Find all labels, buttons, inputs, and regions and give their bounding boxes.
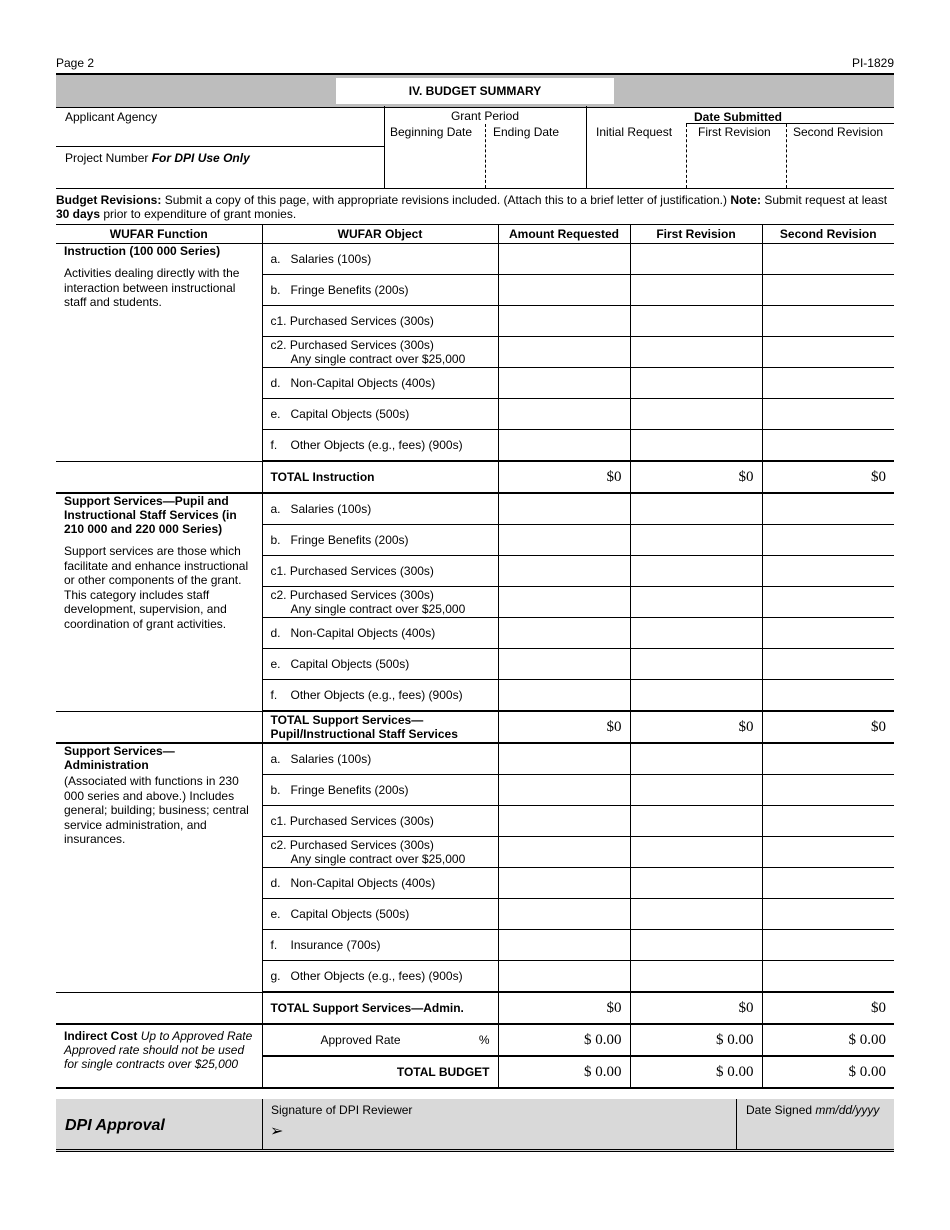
rev1-cell[interactable]	[630, 556, 762, 587]
rev1-cell[interactable]	[630, 244, 762, 275]
item-letter: b.	[270, 783, 281, 797]
col-header-first-revision: First Revision	[630, 225, 762, 244]
amount-cell[interactable]	[498, 806, 630, 837]
rev2-cell[interactable]	[762, 337, 894, 368]
table-row	[56, 493, 894, 525]
object-noncapital	[262, 618, 498, 649]
note-label: Note:	[730, 193, 761, 207]
indirect-rev2: $ 0.00	[762, 1024, 894, 1056]
rev1-cell[interactable]	[630, 837, 762, 868]
indirect-cost-row	[56, 1024, 894, 1056]
total-instruction-row	[56, 461, 894, 493]
object-fringe	[262, 775, 498, 806]
amount-cell[interactable]	[498, 556, 630, 587]
indirect-amount: $ 0.00	[498, 1024, 630, 1056]
function-instruction	[56, 244, 262, 462]
object-purchased-c2	[262, 837, 498, 868]
second-revision-label: Second Revision	[793, 125, 884, 139]
rev2-cell[interactable]	[762, 930, 894, 961]
item-label: Capital Objects (500s)	[290, 657, 410, 671]
function-blank	[56, 992, 262, 1024]
date-submitted-label: Date Submitted	[693, 110, 782, 124]
total-label-line1: TOTAL Support Services—	[270, 713, 424, 727]
item-label: c2. Purchased Services (300s)	[270, 838, 434, 852]
total-amount: $0	[498, 992, 630, 1024]
function-support-admin	[56, 743, 262, 992]
rev2-cell[interactable]	[762, 649, 894, 680]
admin-title: Support Services—Administration	[64, 744, 175, 772]
budget-table	[56, 224, 894, 1089]
dpi-approval-cell	[56, 1099, 263, 1149]
rev2-cell[interactable]	[762, 430, 894, 462]
item-letter: b.	[270, 283, 281, 297]
total-support-label	[262, 711, 498, 743]
amount-cell[interactable]	[498, 368, 630, 399]
initial-request-label: Initial Request	[596, 125, 673, 139]
signature-label: Signature of DPI Reviewer	[271, 1103, 413, 1117]
amount-cell[interactable]	[498, 306, 630, 337]
item-letter: a.	[270, 752, 281, 766]
project-number-text: Project Number	[65, 151, 149, 165]
rev2-cell[interactable]	[762, 493, 894, 525]
total-amount: $0	[498, 461, 630, 493]
applicant-agency-field[interactable]	[56, 106, 384, 146]
signature-field[interactable]	[263, 1119, 735, 1149]
form-id: PI-1829	[851, 56, 894, 70]
item-letter: b.	[270, 533, 281, 547]
indirect-title: Indirect Cost	[64, 1029, 138, 1043]
item-label: Capital Objects (500s)	[290, 907, 410, 921]
item-letter: e.	[270, 907, 281, 921]
rev1-cell[interactable]	[630, 368, 762, 399]
function-blank	[56, 461, 262, 493]
dpi-use-only: For DPI Use Only	[151, 151, 250, 165]
item-letter: e.	[270, 407, 281, 421]
second-revision-field[interactable]	[787, 140, 894, 188]
item-label: Other Objects (e.g., fees) (900s)	[290, 438, 463, 452]
instruction-desc: Activities dealing directly with the interaction between instructional staff and students.	[64, 266, 240, 309]
object-noncapital	[262, 868, 498, 899]
total-instruction-label: TOTAL Instruction	[262, 461, 498, 493]
total-admin-label: TOTAL Support Services—Admin.	[262, 992, 498, 1024]
item-label: Fringe Benefits (200s)	[290, 283, 409, 297]
item-label: Non-Capital Objects (400s)	[290, 876, 436, 890]
rev2-cell[interactable]	[762, 961, 894, 993]
amount-cell[interactable]	[498, 961, 630, 993]
rev2-cell[interactable]	[762, 618, 894, 649]
object-other	[262, 680, 498, 712]
approved-rate-cell[interactable]	[262, 1024, 498, 1056]
item-letter: a.	[270, 502, 281, 516]
col-header-second-revision: Second Revision	[762, 225, 894, 244]
rev2-cell[interactable]	[762, 399, 894, 430]
indirect-note: Approved rate should not be used for single contracts over $25,000	[64, 1043, 245, 1071]
total-label-line2: Pupil/Instructional Staff Services	[270, 727, 458, 741]
indirect-cost-function	[56, 1024, 262, 1088]
arrow-icon: ➢	[270, 1123, 284, 1140]
rev1-cell[interactable]	[630, 961, 762, 993]
rev1-cell[interactable]	[630, 868, 762, 899]
object-capital	[262, 649, 498, 680]
approved-rate-label: Approved Rate	[320, 1033, 401, 1047]
amount-cell[interactable]	[498, 337, 630, 368]
item-label: Other Objects (e.g., fees) (900s)	[290, 969, 463, 983]
grant-period-label: Grant Period	[450, 109, 520, 123]
object-salaries	[262, 244, 498, 275]
rev1-cell[interactable]	[630, 587, 762, 618]
object-other	[262, 430, 498, 462]
total-rev1: $0	[630, 711, 762, 743]
amount-cell[interactable]	[498, 868, 630, 899]
initial-request-field[interactable]	[587, 140, 686, 188]
page-number: Page 2	[56, 56, 95, 70]
table-row	[56, 743, 894, 775]
total-budget-rev2: $ 0.00	[762, 1056, 894, 1088]
item-label: Salaries (100s)	[290, 752, 372, 766]
item-letter: d.	[270, 626, 281, 640]
amount-cell[interactable]	[498, 649, 630, 680]
rev2-cell[interactable]	[762, 556, 894, 587]
total-rev2: $0	[762, 992, 894, 1024]
total-rev2: $0	[762, 711, 894, 743]
item-letter: f.	[270, 438, 278, 452]
item-label: Salaries (100s)	[290, 252, 372, 266]
rev1-cell[interactable]	[630, 493, 762, 525]
indirect-title-italic: Up to Approved Rate	[140, 1029, 253, 1043]
date-signed-label	[746, 1103, 879, 1117]
object-purchased-c1: c1. Purchased Services (300s)	[262, 306, 498, 337]
rev1-cell[interactable]	[630, 680, 762, 712]
object-salaries	[262, 493, 498, 525]
item-sublabel: Any single contract over $25,000	[290, 352, 466, 366]
item-label: c2. Purchased Services (300s)	[270, 588, 434, 602]
rev2-cell[interactable]	[762, 899, 894, 930]
item-label: Fringe Benefits (200s)	[290, 783, 409, 797]
rev1-cell[interactable]	[630, 399, 762, 430]
note-text-3: prior to expenditure of grant monies.	[100, 207, 297, 221]
object-fringe	[262, 525, 498, 556]
amount-cell[interactable]	[498, 680, 630, 712]
support-desc: Support services are those which facilitate and enhance instructional or other components of the grant. This category includes staff development, supervision, and coordination of grant activities.	[64, 544, 249, 631]
total-amount: $0	[498, 711, 630, 743]
title-bar	[56, 73, 894, 108]
amount-cell[interactable]	[498, 244, 630, 275]
rev2-cell[interactable]	[762, 806, 894, 837]
dpi-approval-label: DPI Approval	[65, 1117, 165, 1134]
rev2-cell[interactable]	[762, 837, 894, 868]
rev1-cell[interactable]	[630, 618, 762, 649]
function-support-pupil	[56, 493, 262, 711]
item-letter: d.	[270, 876, 281, 890]
rev2-cell[interactable]	[762, 525, 894, 556]
object-other	[262, 961, 498, 993]
object-salaries	[262, 743, 498, 775]
rev2-cell[interactable]	[762, 244, 894, 275]
total-budget-label: TOTAL BUDGET	[262, 1056, 498, 1088]
amount-cell[interactable]	[498, 430, 630, 462]
rev1-cell[interactable]	[630, 775, 762, 806]
amount-cell[interactable]	[498, 275, 630, 306]
first-revision-label: First Revision	[698, 125, 771, 139]
amount-cell[interactable]	[498, 493, 630, 525]
total-rev2: $0	[762, 461, 894, 493]
amount-cell[interactable]	[498, 899, 630, 930]
object-purchased-c1: c1. Purchased Services (300s)	[262, 556, 498, 587]
object-capital	[262, 899, 498, 930]
indirect-rev1: $ 0.00	[630, 1024, 762, 1056]
col-header-function: WUFAR Function	[56, 225, 262, 244]
header-block	[56, 106, 894, 189]
item-label: Fringe Benefits (200s)	[290, 533, 409, 547]
col-header-object: WUFAR Object	[262, 225, 498, 244]
table-row	[56, 244, 894, 275]
total-budget-rev1: $ 0.00	[630, 1056, 762, 1088]
total-budget-amount: $ 0.00	[498, 1056, 630, 1088]
date-format: mm/dd/yyyy	[815, 1103, 880, 1117]
rev1-cell[interactable]	[630, 806, 762, 837]
object-purchased-c2	[262, 337, 498, 368]
total-rev1: $0	[630, 992, 762, 1024]
note-text-2: Submit request at least	[760, 193, 888, 207]
section-title: IV. BUDGET SUMMARY	[336, 78, 614, 104]
col-header-amount: Amount Requested	[498, 225, 630, 244]
rev1-cell[interactable]	[630, 525, 762, 556]
rev1-cell[interactable]	[630, 430, 762, 462]
note-text-1: Submit a copy of this page, with appropriate revisions included. (Attach this to a brief letter of justification.)	[161, 193, 731, 207]
budget-revisions-note	[56, 193, 894, 221]
amount-cell[interactable]	[498, 399, 630, 430]
note-lead: Budget Revisions:	[56, 193, 162, 207]
total-support-row	[56, 711, 894, 743]
item-letter: a.	[270, 252, 281, 266]
item-label: Salaries (100s)	[290, 502, 372, 516]
item-label: Non-Capital Objects (400s)	[290, 626, 436, 640]
rev2-cell[interactable]	[762, 587, 894, 618]
object-capital	[262, 399, 498, 430]
note-days: 30 days	[56, 207, 101, 221]
item-label: c2. Purchased Services (300s)	[270, 338, 434, 352]
item-label: Insurance (700s)	[290, 938, 381, 952]
support-title: Support Services—Pupil and Instructional Staff Services (in 210 000 and 220 000 Series)	[64, 494, 237, 536]
amount-cell[interactable]	[498, 618, 630, 649]
first-revision-field[interactable]	[687, 140, 786, 188]
object-insurance	[262, 930, 498, 961]
object-fringe	[262, 275, 498, 306]
item-letter: d.	[270, 376, 281, 390]
rev1-cell[interactable]	[630, 337, 762, 368]
ending-date-label: Ending Date	[493, 125, 560, 139]
admin-desc: (Associated with functions in 230 000 series and above.) Includes general; building; business; central service administration, and insurances.	[64, 774, 249, 846]
approved-rate-unit: %	[478, 1033, 490, 1047]
date-signed-cell[interactable]	[736, 1099, 895, 1149]
rev1-cell[interactable]	[630, 649, 762, 680]
rev2-cell[interactable]	[762, 775, 894, 806]
amount-cell[interactable]	[498, 587, 630, 618]
total-admin-row	[56, 992, 894, 1024]
item-label: Other Objects (e.g., fees) (900s)	[290, 688, 463, 702]
amount-cell[interactable]	[498, 930, 630, 961]
rev1-cell[interactable]	[630, 899, 762, 930]
table-header-row	[56, 225, 894, 244]
rev1-cell[interactable]	[630, 306, 762, 337]
object-noncapital	[262, 368, 498, 399]
rev2-cell[interactable]	[762, 680, 894, 712]
amount-cell[interactable]	[498, 775, 630, 806]
beginning-date-label: Beginning Date	[390, 125, 473, 139]
item-label: Non-Capital Objects (400s)	[290, 376, 436, 390]
rev2-cell[interactable]	[762, 368, 894, 399]
amount-cell[interactable]	[498, 743, 630, 775]
total-rev1: $0	[630, 461, 762, 493]
object-purchased-c1: c1. Purchased Services (300s)	[262, 806, 498, 837]
rev1-cell[interactable]	[630, 275, 762, 306]
applicant-agency-label: Applicant Agency	[65, 110, 158, 124]
rev2-cell[interactable]	[762, 275, 894, 306]
project-number-field[interactable]	[56, 147, 384, 188]
function-blank	[56, 711, 262, 743]
item-letter: f.	[270, 688, 278, 702]
rev2-cell[interactable]	[762, 743, 894, 775]
rev2-cell[interactable]	[762, 306, 894, 337]
object-purchased-c2	[262, 587, 498, 618]
instruction-title: Instruction (100 000 Series)	[64, 244, 221, 258]
dpi-approval-bar	[56, 1099, 894, 1152]
rev1-cell[interactable]	[630, 930, 762, 961]
item-sublabel: Any single contract over $25,000	[290, 852, 466, 866]
item-sublabel: Any single contract over $25,000	[290, 602, 466, 616]
rev1-cell[interactable]	[630, 743, 762, 775]
amount-cell[interactable]	[498, 525, 630, 556]
item-letter: e.	[270, 657, 281, 671]
ending-date-field[interactable]	[486, 140, 586, 188]
amount-cell[interactable]	[498, 837, 630, 868]
rev2-cell[interactable]	[762, 868, 894, 899]
item-letter: g.	[270, 969, 281, 983]
item-letter: f.	[270, 938, 278, 952]
beginning-date-field[interactable]	[385, 140, 485, 188]
date-signed-text: Date Signed	[746, 1103, 813, 1117]
item-label: Capital Objects (500s)	[290, 407, 410, 421]
